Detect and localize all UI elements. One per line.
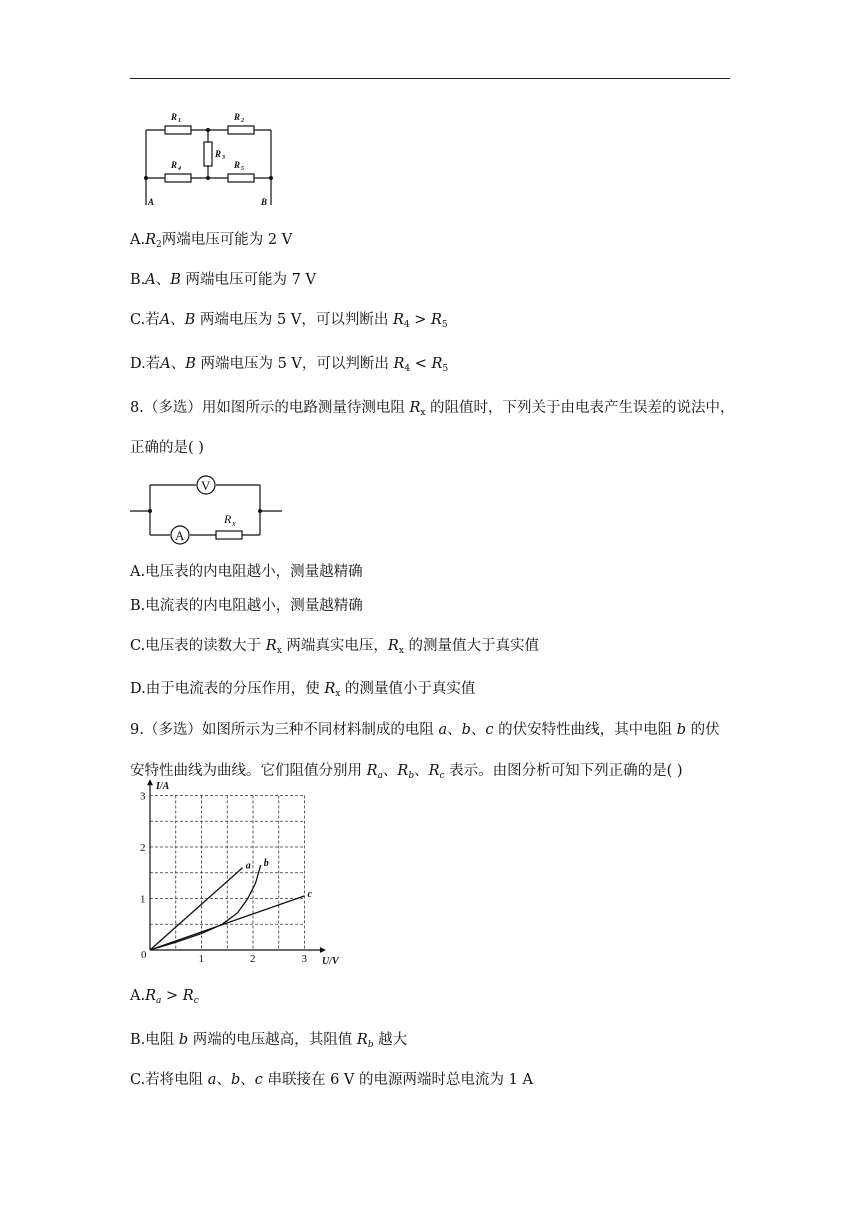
svg-text:x: x [232, 519, 236, 528]
q8-option-d: D.由于电流表的分压作用，使 $R_x$ 的测量值小于真实值 [130, 681, 476, 699]
terminal-b-label: B [261, 197, 268, 207]
voltmeter-ammeter-circuit-diagram [130, 475, 290, 545]
label-r1: R [171, 112, 178, 122]
q8-stem-line1: 8.（多选）用如图所示的电路测量待测电阻 $R_x$ 的阻值时，下列关于由电表产生误差的说法中， [130, 400, 735, 418]
y-tick-label: 2 [140, 842, 146, 854]
series-c-label: c [307, 888, 312, 900]
q8-option-c: C.电压表的读数大于 $R_x$ 两端真实电压，$R_x$ 的测量值大于真实值 [130, 638, 540, 656]
label-r2: R [234, 112, 241, 122]
q9-stem-line1: 9.（多选）如图所示为三种不同材料制成的电阻 a、b、c 的伏安特性曲线，其中电阻 b 的伏 [130, 722, 720, 738]
label-r5: R [234, 160, 241, 170]
svg-text:A: A [175, 528, 185, 543]
svg-text:V: V [201, 478, 211, 493]
q7-option-b: B.A、B 两端电压可能为 7 V [130, 272, 316, 288]
resistor-rx [216, 531, 242, 539]
resistor-r5 [228, 174, 254, 182]
resistor-r3 [204, 142, 212, 166]
svg-text:1: 1 [178, 118, 181, 124]
y-tick-label: 1 [140, 893, 146, 906]
header-rule [130, 78, 730, 79]
x-tick-label: 3 [301, 953, 307, 965]
x-axis-arrow [320, 947, 326, 953]
q8-stem-line2: 正确的是( ) [130, 440, 204, 456]
x-tick-label: 2 [250, 953, 256, 965]
bridge-circuit-diagram [138, 108, 288, 208]
resistor-r1 [165, 126, 191, 134]
q7-option-d: D.若A、B 两端电压为 5 V，可以判断出 $R_4 < R_5$ [130, 356, 449, 374]
q9-option-b: B.电阻 b 两端的电压越高，其阻值 $R_b$ 越大 [130, 1032, 408, 1050]
chart-labels [140, 781, 340, 967]
series-b-label: b [263, 858, 269, 870]
q7-option-a: $A.R_2$两端电压可能为 2 V [130, 232, 293, 250]
q8-option-b: B.电流表的内电阻越小，测量越精确 [130, 598, 363, 614]
label-r3: R [215, 149, 222, 159]
terminal-a-label: A [148, 197, 155, 207]
q7-option-c: C.若A、B 两端电压为 5 V，可以判断出 $R_4 > R_5$ [130, 312, 448, 330]
q9-option-a: $A.R_a > R_c$ [130, 988, 199, 1006]
chart-grid [150, 796, 305, 951]
y-axis-label: I/A [156, 781, 170, 793]
series-a-line [150, 868, 243, 950]
svg-text:2: 2 [241, 118, 244, 124]
x-tick-label: 1 [198, 953, 204, 965]
svg-text:5: 5 [241, 166, 244, 172]
resistor-r4 [165, 174, 191, 182]
q8-option-a: A.电压表的内电阻越小，测量越精确 [130, 564, 363, 580]
chart-axes [147, 779, 326, 953]
label-r4: R [171, 160, 178, 170]
svg-text:R: R [224, 512, 232, 526]
q9-option-c: C.若将电阻 a、b、c 串联接在 6 V 的电源两端时总电流为 1 A [130, 1072, 533, 1088]
q9-stem-line2: 安特性曲线为曲线。它们阻值分别用 $R_a$、$R_b$、$R_c$ 表示。由图分析可知下列正确的是( ) [130, 763, 683, 781]
x-axis-label: U/V [321, 956, 339, 967]
series-a-label: a [245, 860, 251, 872]
origin-label: 0 [141, 949, 147, 961]
svg-text:4: 4 [178, 166, 181, 172]
iv-characteristic-chart [130, 781, 340, 967]
y-tick-label: 3 [140, 790, 146, 803]
svg-text:3: 3 [222, 155, 225, 161]
series-b-line [150, 865, 261, 950]
resistor-r2 [228, 126, 254, 134]
